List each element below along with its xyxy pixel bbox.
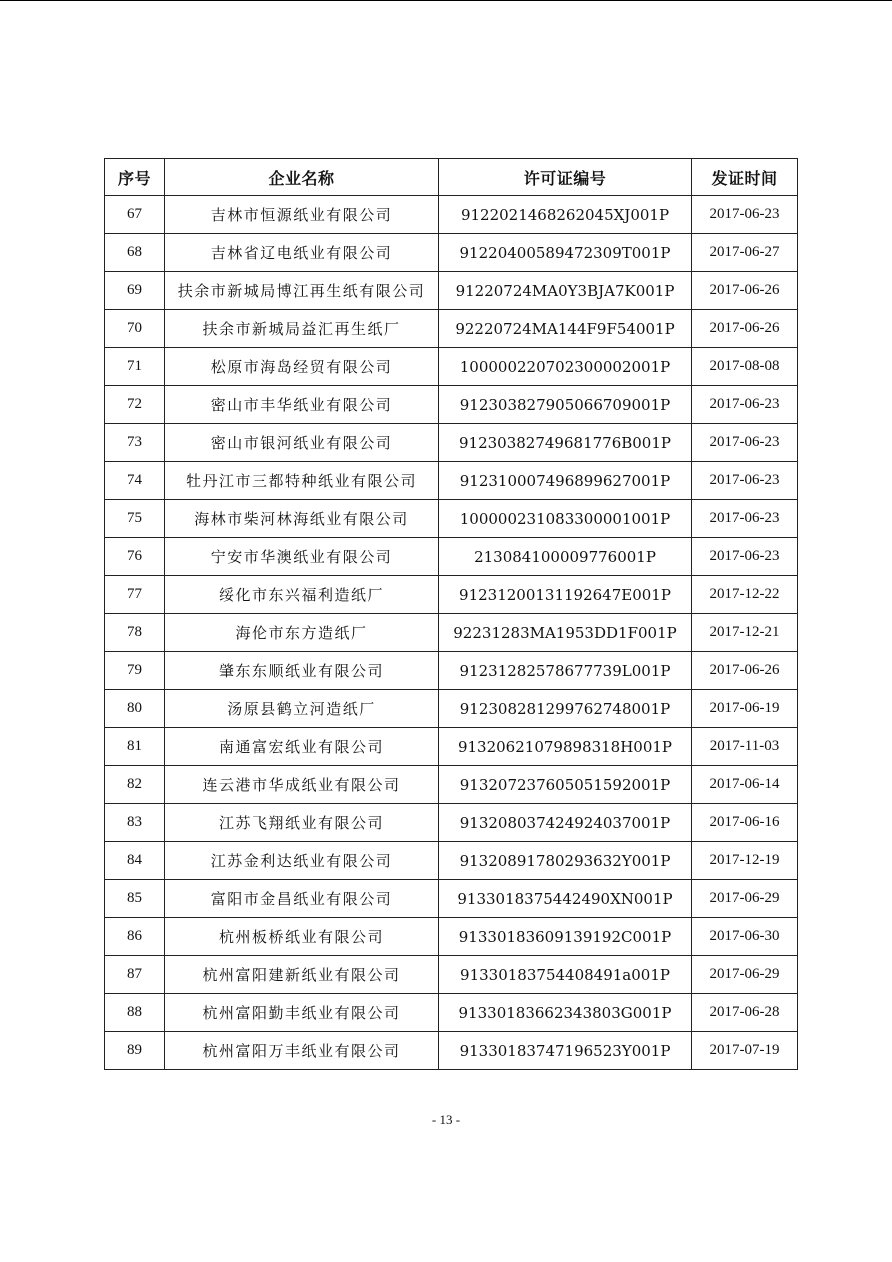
row-issue-date: 2017-06-23: [692, 424, 798, 462]
table-row: [105, 804, 798, 842]
row-issue-date: 2017-06-19: [692, 690, 798, 728]
table-row: [105, 500, 798, 538]
table-row: [105, 272, 798, 310]
row-issue-date: 2017-06-23: [692, 538, 798, 576]
row-company-name: 杭州板桥纸业有限公司: [165, 918, 439, 956]
row-company-name: 江苏金利达纸业有限公司: [165, 842, 439, 880]
table-row: [105, 652, 798, 690]
row-company-name: 富阳市金昌纸业有限公司: [165, 880, 439, 918]
row-issue-date: 2017-12-21: [692, 614, 798, 652]
row-seq: 73: [105, 424, 165, 462]
row-company-name: 吉林市恒源纸业有限公司: [165, 196, 439, 234]
row-issue-date: 2017-06-23: [692, 196, 798, 234]
row-license-number: 100000231083300001001P: [439, 500, 692, 538]
table-row: [105, 766, 798, 804]
row-license-number: 100000220702300002001P: [439, 348, 692, 386]
table-row: [105, 1032, 798, 1070]
row-seq: 84: [105, 842, 165, 880]
table-row: [105, 994, 798, 1032]
page-number: - 13 -: [431, 1112, 461, 1127]
table-row: [105, 728, 798, 766]
table-row: [105, 538, 798, 576]
row-license-number: 92220724MA144F9F54001P: [439, 310, 692, 348]
row-license-number: 913208037424924037001P: [439, 804, 692, 842]
row-issue-date: 2017-06-30: [692, 918, 798, 956]
row-company-name: 绥化市东兴福利造纸厂: [165, 576, 439, 614]
row-issue-date: 2017-06-28: [692, 994, 798, 1032]
row-issue-date: 2017-06-29: [692, 956, 798, 994]
table-row: [105, 462, 798, 500]
row-seq: 88: [105, 994, 165, 1032]
table-row: [105, 614, 798, 652]
row-seq: 80: [105, 690, 165, 728]
row-license-number: 213084100009776001P: [439, 538, 692, 576]
row-license-number: 9122021468262045XJ001P: [439, 196, 692, 234]
row-license-number: 912303827905066709001P: [439, 386, 692, 424]
row-issue-date: 2017-06-29: [692, 880, 798, 918]
row-company-name: 密山市丰华纸业有限公司: [165, 386, 439, 424]
row-company-name: 江苏飞翔纸业有限公司: [165, 804, 439, 842]
row-seq: 74: [105, 462, 165, 500]
row-seq: 72: [105, 386, 165, 424]
row-issue-date: 2017-08-08: [692, 348, 798, 386]
row-seq: 77: [105, 576, 165, 614]
row-issue-date: 2017-06-26: [692, 272, 798, 310]
row-license-number: 91220724MA0Y3BJA7K001P: [439, 272, 692, 310]
table-header-row: [105, 159, 798, 196]
table-row: [105, 576, 798, 614]
row-seq: 85: [105, 880, 165, 918]
row-seq: 86: [105, 918, 165, 956]
row-seq: 68: [105, 234, 165, 272]
header-issue-date: 发证时间: [692, 159, 798, 196]
row-company-name: 杭州富阳勤丰纸业有限公司: [165, 994, 439, 1032]
row-issue-date: 2017-12-19: [692, 842, 798, 880]
row-license-number: 91330183747196523Y001P: [439, 1032, 692, 1070]
row-issue-date: 2017-06-23: [692, 386, 798, 424]
table-row: [105, 386, 798, 424]
row-seq: 71: [105, 348, 165, 386]
row-company-name: 牡丹江市三都特种纸业有限公司: [165, 462, 439, 500]
row-license-number: 91230382749681776B001P: [439, 424, 692, 462]
table-row: [105, 310, 798, 348]
table-row: [105, 842, 798, 880]
row-seq: 67: [105, 196, 165, 234]
row-company-name: 汤原县鹤立河造纸厂: [165, 690, 439, 728]
row-issue-date: 2017-12-22: [692, 576, 798, 614]
row-issue-date: 2017-06-26: [692, 652, 798, 690]
row-license-number: 92231283MA1953DD1F001P: [439, 614, 692, 652]
row-license-number: 912308281299762748001P: [439, 690, 692, 728]
header-company-name: 企业名称: [165, 159, 439, 196]
row-license-number: 912310007496899627001P: [439, 462, 692, 500]
row-company-name: 连云港市华成纸业有限公司: [165, 766, 439, 804]
row-license-number: 91330183754408491a001P: [439, 956, 692, 994]
row-issue-date: 2017-06-23: [692, 500, 798, 538]
table-row: [105, 956, 798, 994]
row-seq: 79: [105, 652, 165, 690]
permit-table: [104, 158, 798, 1070]
row-seq: 81: [105, 728, 165, 766]
row-issue-date: 2017-06-14: [692, 766, 798, 804]
row-seq: 82: [105, 766, 165, 804]
table-row: [105, 918, 798, 956]
row-company-name: 杭州富阳万丰纸业有限公司: [165, 1032, 439, 1070]
row-company-name: 吉林省辽电纸业有限公司: [165, 234, 439, 272]
row-seq: 70: [105, 310, 165, 348]
table-row: [105, 234, 798, 272]
row-company-name: 南通富宏纸业有限公司: [165, 728, 439, 766]
row-seq: 75: [105, 500, 165, 538]
top-rule: [0, 0, 892, 1]
table-row: [105, 690, 798, 728]
row-company-name: 海林市柴河林海纸业有限公司: [165, 500, 439, 538]
row-license-number: 91220400589472309T001P: [439, 234, 692, 272]
header-seq: 序号: [105, 159, 165, 196]
table-row: [105, 348, 798, 386]
row-seq: 83: [105, 804, 165, 842]
table-row: [105, 196, 798, 234]
row-license-number: 91320891780293632Y001P: [439, 842, 692, 880]
row-issue-date: 2017-06-16: [692, 804, 798, 842]
row-company-name: 宁安市华澳纸业有限公司: [165, 538, 439, 576]
row-issue-date: 2017-06-27: [692, 234, 798, 272]
table-row: [105, 880, 798, 918]
row-issue-date: 2017-11-03: [692, 728, 798, 766]
row-license-number: 9133018375442490XN001P: [439, 880, 692, 918]
row-seq: 78: [105, 614, 165, 652]
row-issue-date: 2017-07-19: [692, 1032, 798, 1070]
table-row: [105, 424, 798, 462]
row-issue-date: 2017-06-26: [692, 310, 798, 348]
row-company-name: 密山市银河纸业有限公司: [165, 424, 439, 462]
row-company-name: 扶余市新城局博江再生纸有限公司: [165, 272, 439, 310]
row-license-number: 913207237605051592001P: [439, 766, 692, 804]
row-issue-date: 2017-06-23: [692, 462, 798, 500]
header-license-number: 许可证编号: [439, 159, 692, 196]
row-seq: 76: [105, 538, 165, 576]
row-seq: 89: [105, 1032, 165, 1070]
row-company-name: 肇东东顺纸业有限公司: [165, 652, 439, 690]
row-company-name: 扶余市新城局益汇再生纸厂: [165, 310, 439, 348]
row-license-number: 91330183662343803G001P: [439, 994, 692, 1032]
row-license-number: 91231200131192647E001P: [439, 576, 692, 614]
row-license-number: 91330183609139192C001P: [439, 918, 692, 956]
row-company-name: 松原市海岛经贸有限公司: [165, 348, 439, 386]
row-license-number: 91320621079898318H001P: [439, 728, 692, 766]
row-company-name: 海伦市东方造纸厂: [165, 614, 439, 652]
row-seq: 69: [105, 272, 165, 310]
row-seq: 87: [105, 956, 165, 994]
row-license-number: 91231282578677739L001P: [439, 652, 692, 690]
row-company-name: 杭州富阳建新纸业有限公司: [165, 956, 439, 994]
